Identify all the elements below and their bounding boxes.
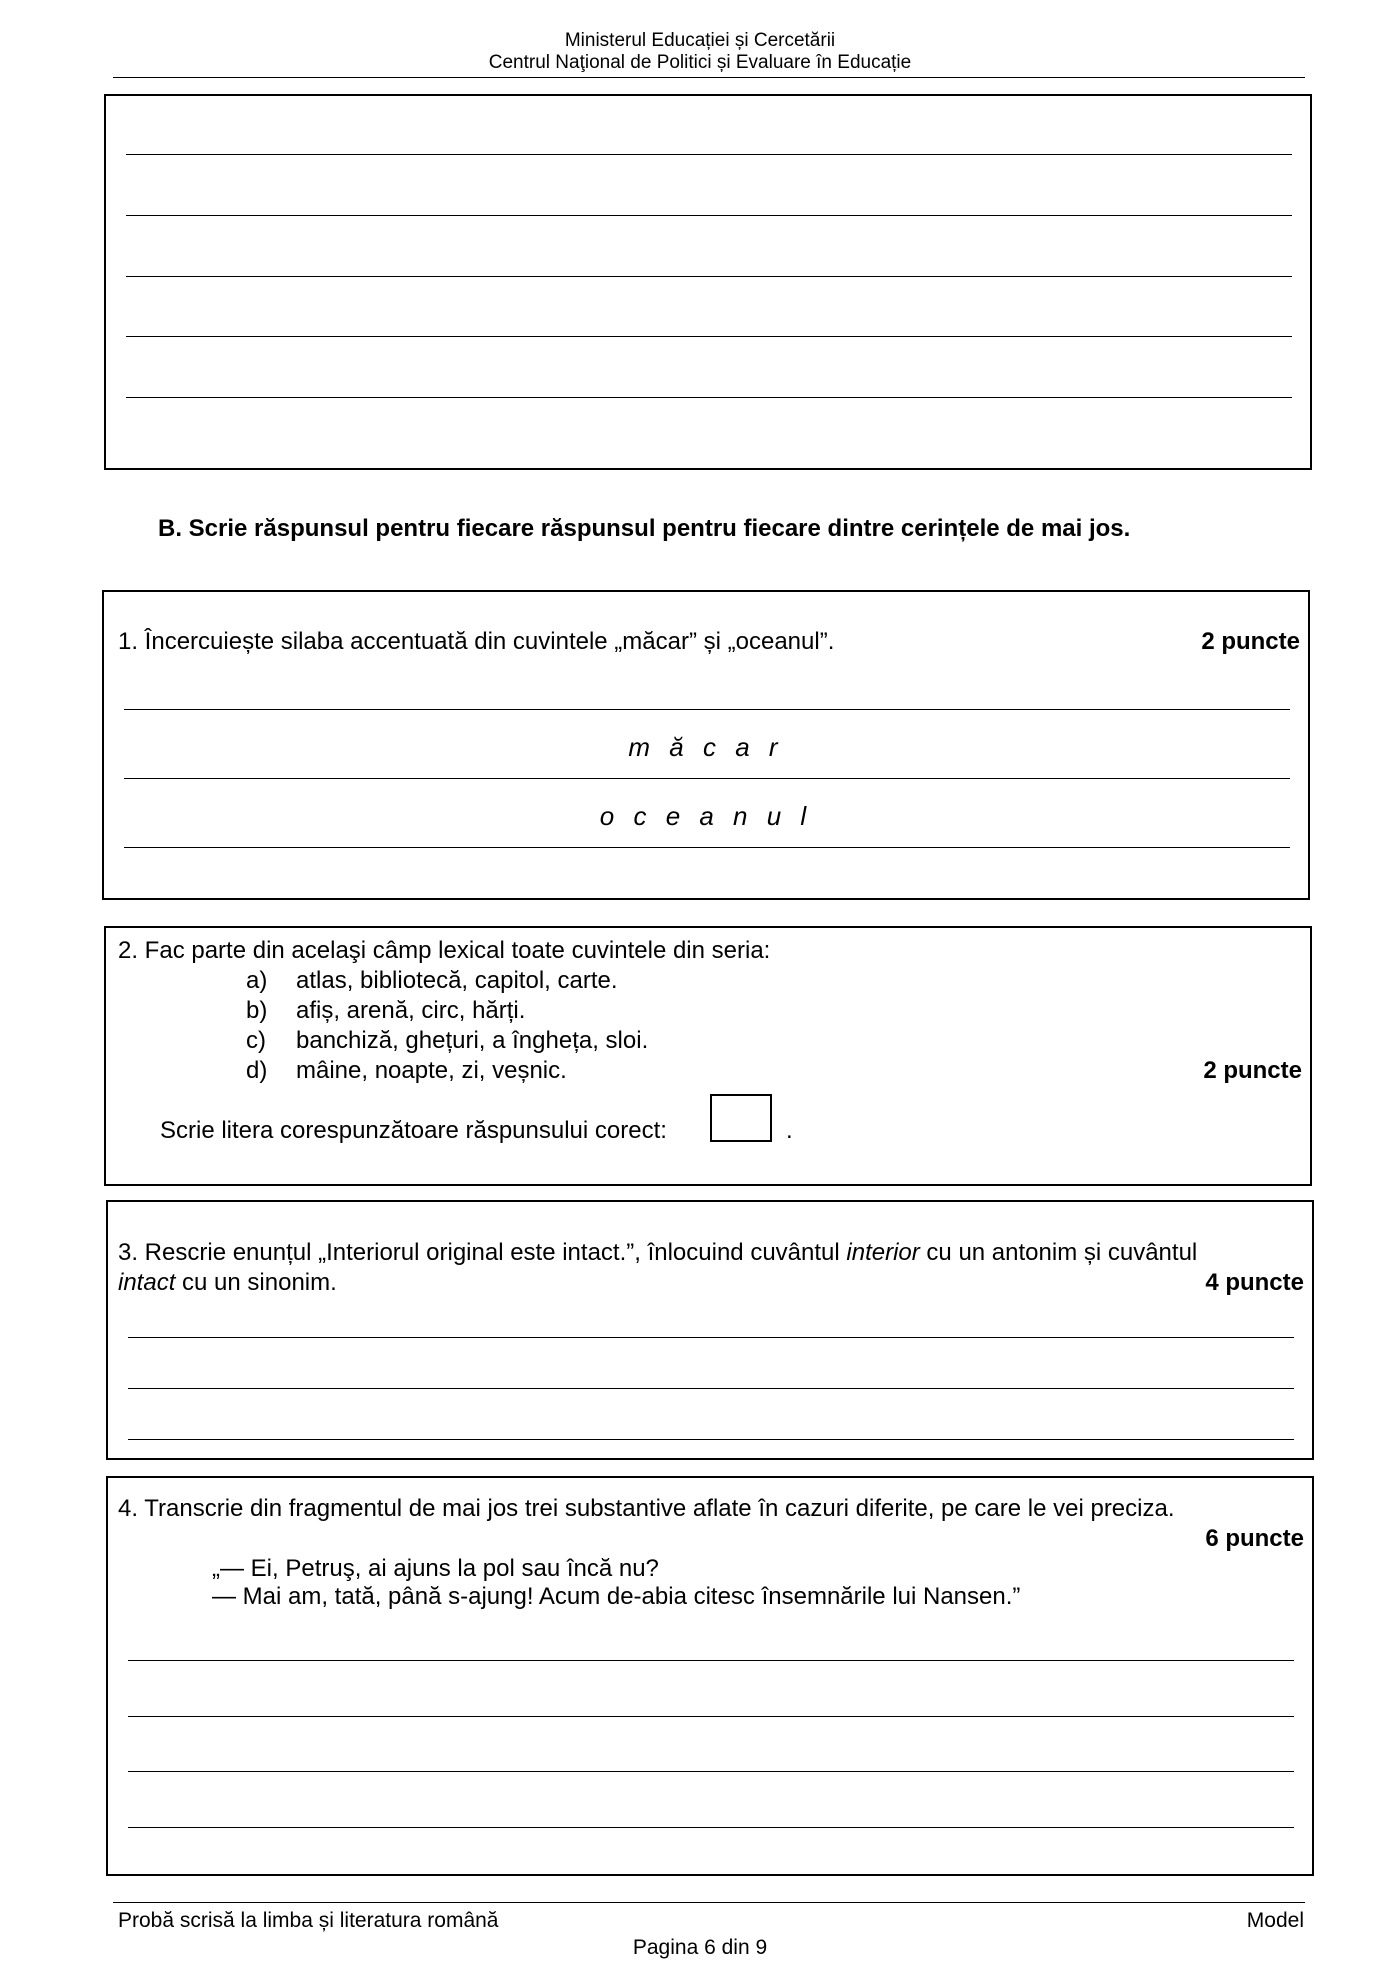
question-3-text-e: cu un sinonim. bbox=[175, 1269, 337, 1296]
footer-model: Model bbox=[1246, 1909, 1304, 1932]
answer-prompt: Scrie litera corespunzătoare răspunsului corect: bbox=[160, 1117, 667, 1144]
answer-line[interactable] bbox=[124, 778, 1290, 779]
option-letter: b) bbox=[246, 997, 268, 1024]
answer-line[interactable] bbox=[128, 1827, 1294, 1828]
question-2-points: 2 puncte bbox=[1203, 1057, 1302, 1084]
question-3-text-a: 3. Rescrie enunțul „Interiorul original este intact.”, înlocuind cuvântul bbox=[118, 1239, 847, 1266]
word-macar[interactable]: m ă c a r bbox=[628, 732, 784, 762]
option-d bbox=[246, 1056, 567, 1086]
answer-line[interactable] bbox=[128, 1388, 1294, 1389]
question-2-box bbox=[104, 926, 1312, 1186]
header-line-1: Ministerul Educației și Cercetării bbox=[564, 30, 836, 51]
question-4-text: 4. Transcrie din fragmentul de mai jos trei substantive aflate în cazuri diferite, pe care le vei preciza. bbox=[118, 1495, 1175, 1522]
answer-letter-box[interactable] bbox=[710, 1094, 772, 1142]
answer-line[interactable] bbox=[124, 847, 1290, 848]
question-1-box bbox=[102, 590, 1310, 900]
answer-line[interactable] bbox=[126, 154, 1292, 155]
section-b-instruction: B. Scrie răspunsul pentru fiecare răspunsul pentru fiecare dintre cerințele de mai jos. bbox=[158, 515, 1131, 542]
option-letter: a) bbox=[246, 967, 268, 994]
footer-subject: Probă scrisă la limba și literatura română bbox=[118, 1909, 499, 1932]
header-line-2: Centrul Naţional de Politici și Evaluare în Educație bbox=[488, 52, 912, 73]
question-3-text-c: cu un antonim și cuvântul bbox=[926, 1239, 1198, 1266]
option-text: banchiză, ghețuri, a îngheța, sloi. bbox=[296, 1027, 649, 1054]
answer-prompt-end: . bbox=[786, 1117, 793, 1144]
option-text: mâine, noapte, zi, veșnic. bbox=[296, 1057, 567, 1084]
question-3-points: 4 puncte bbox=[1205, 1269, 1304, 1296]
question-1-points: 2 puncte bbox=[1201, 628, 1300, 655]
answer-line[interactable] bbox=[126, 397, 1292, 398]
header-rule bbox=[113, 77, 1305, 78]
answer-line[interactable] bbox=[128, 1660, 1294, 1661]
answer-box-continued bbox=[104, 94, 1312, 470]
word-interior: interior bbox=[846, 1239, 927, 1266]
question-3-text-line-2 bbox=[118, 1268, 337, 1298]
word-intact: intact bbox=[118, 1269, 176, 1296]
answer-line[interactable] bbox=[126, 276, 1292, 277]
option-a bbox=[246, 966, 618, 996]
question-4-box bbox=[106, 1476, 1314, 1876]
option-text: atlas, bibliotecă, capitol, carte. bbox=[296, 967, 618, 994]
word-oceanul[interactable]: o c e a n u l bbox=[599, 801, 813, 831]
option-text: afiș, arenă, circ, hărți. bbox=[296, 997, 526, 1024]
question-3-text-line-1 bbox=[118, 1238, 1302, 1268]
answer-line[interactable] bbox=[128, 1439, 1294, 1440]
answer-line[interactable] bbox=[126, 215, 1292, 216]
answer-line[interactable] bbox=[126, 336, 1292, 337]
question-3-box bbox=[106, 1200, 1314, 1460]
answer-line[interactable] bbox=[128, 1716, 1294, 1717]
option-c bbox=[246, 1026, 648, 1056]
answer-line[interactable] bbox=[124, 709, 1290, 710]
page-number: Pagina 6 din 9 bbox=[632, 1936, 768, 1959]
option-b bbox=[246, 996, 525, 1026]
answer-line[interactable] bbox=[128, 1771, 1294, 1772]
fragment-line-1: „— Ei, Petruş, ai ajuns la pol sau încă nu? bbox=[212, 1555, 659, 1582]
footer-rule bbox=[113, 1902, 1305, 1903]
fragment-line-2: — Mai am, tată, până s-ajung! Acum de-abia citesc însemnările lui Nansen.” bbox=[212, 1583, 1021, 1610]
question-2-text: 2. Fac parte din acelaşi câmp lexical toate cuvintele din seria: bbox=[118, 937, 771, 964]
option-letter: d) bbox=[246, 1057, 268, 1084]
question-1-text: 1. Încercuiește silaba accentuată din cuvintele „măcar” și „oceanul”. bbox=[118, 628, 835, 655]
option-letter: c) bbox=[246, 1027, 266, 1054]
question-4-points: 6 puncte bbox=[1205, 1525, 1304, 1552]
answer-line[interactable] bbox=[128, 1337, 1294, 1338]
